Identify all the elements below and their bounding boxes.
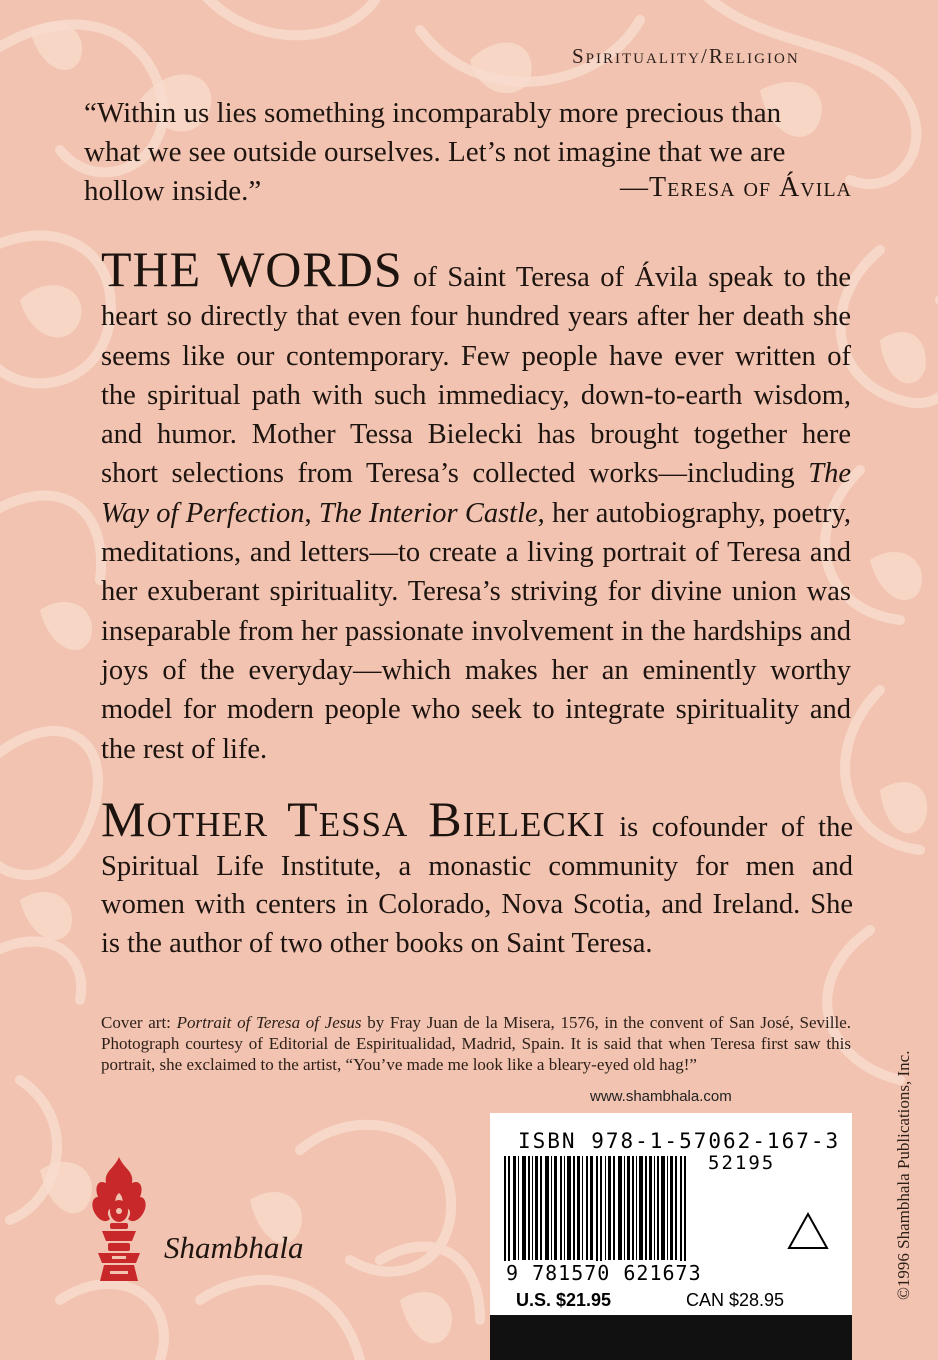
price-code: 52195: [708, 1152, 776, 1174]
category-label: Spirituality/Religion: [572, 44, 800, 68]
flaming-jewel-logo-icon: [88, 1157, 150, 1285]
copyright-notice: ©1996 Shambhala Publications, Inc.: [894, 1050, 913, 1300]
epigraph-quote: “Within us lies something incomparably more precious than what we see outside ourselves. Let’s not imagine that we are hollow inside.”: [84, 97, 786, 207]
website-url: www.shambhala.com: [590, 1088, 732, 1105]
price-can: CAN $28.95: [686, 1290, 785, 1310]
isbn-text: ISBN 978-1-57062-167-3: [518, 1129, 841, 1153]
title-interior-castle: The Interior Castle: [318, 497, 538, 529]
title-way-of-perfection: The Way of Perfection: [101, 458, 851, 529]
description-lead: THE WORDS: [101, 241, 403, 297]
book-description: THE WORDS of Saint Teresa of Ávila speak to the heart so directly that even four hundred years after her death she seems like our contemporary. Few people have ever written of the spiritual path with such immediacy, down-to-earth wisdom, and humor. Mother Tessa Bielecki has brought together here short selections from Teresa’s collected works—including The Way of Perfection, The Interior Castle, her autobiography, poetry, meditations, and letters—to create a living portrait of Teresa and her exuberant spirituality. Teresa’s striving for divine union was inseparable from her passionate involvement in the hardships and joys of the everyday—which makes her an eminently worthy model for modern people who seek to integrate spirituality and the rest of life.: [101, 241, 852, 765]
barcode-bottom-strip: [490, 1315, 852, 1360]
barcode-box: [490, 1113, 852, 1360]
publisher-name: Shambhala: [164, 1230, 304, 1265]
price-us: U.S. $21.95: [516, 1290, 612, 1310]
author-name: Mother Tessa Bielecki: [101, 791, 606, 847]
barcode-image: [502, 1156, 702, 1266]
quote-attribution: —Teresa of Ávila: [620, 172, 852, 203]
barcode-digits: 9 781570 621673: [506, 1261, 702, 1285]
cover-art-title: Portrait of Teresa of Jesus: [176, 1013, 362, 1032]
author-bio: Mother Tessa Bielecki is cofounder of the Spiritual Life Institute, a monastic community for men and women with centers in Colorado, Nova Scotia, and Ireland. She is the author of two other books on Saint Teresa.: [101, 791, 853, 960]
cover-art-credit: Cover art: Portrait of Teresa of Jesus by Fray Juan de la Misera, 1576, in the convent of San José, Seville. Photograph courtesy of Editorial de Espiritualidad, Madrid, Spain. It is said that when Teresa first saw this portrait, she exclaimed to the artist, “You’ve made me look like a bleary-eyed old hag!”: [101, 1013, 852, 1074]
triangle-icon: [786, 1211, 830, 1251]
